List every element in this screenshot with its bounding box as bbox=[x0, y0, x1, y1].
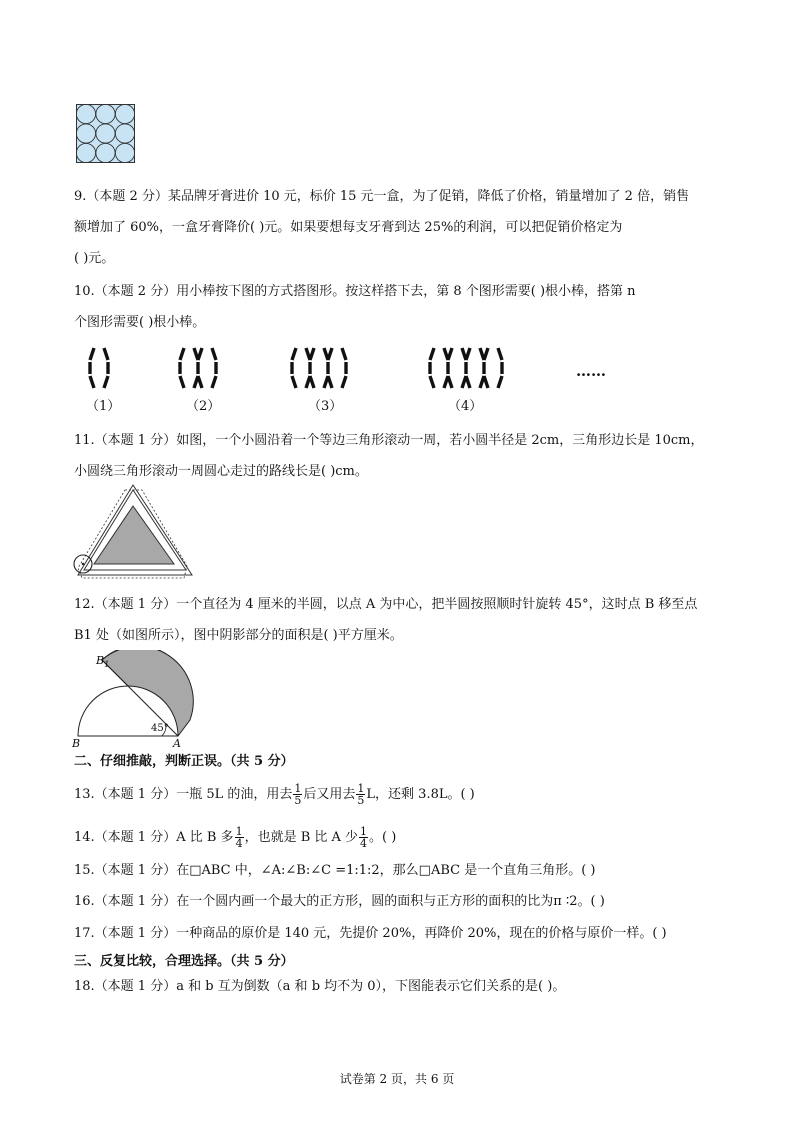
stick bbox=[430, 348, 434, 360]
stick bbox=[484, 348, 488, 360]
section-2-heading: 二、仔细推敲，判断正误。（共 5 分） bbox=[74, 754, 294, 769]
stick-figure-label-2: （2） bbox=[186, 399, 221, 414]
label-a: A bbox=[173, 737, 181, 750]
q12-line2: B1 处（如图所示），图中阴影部分的面积是( )平方厘米。 bbox=[74, 628, 403, 643]
label-45-degrees: 45° bbox=[151, 723, 169, 734]
page-footer: 试卷第 2 页，共 6 页 bbox=[339, 1072, 455, 1086]
stick-figure-label-3: （3） bbox=[308, 399, 343, 414]
circles-in-square-figure bbox=[76, 104, 136, 164]
stick-figure-label-1: （1） bbox=[86, 399, 121, 414]
stick-figure-ellipsis: …… bbox=[576, 362, 606, 380]
stick bbox=[448, 376, 452, 388]
q16-line: 16.（本题 1 分）在一个圆内画一个最大的正方形，圆的面积与正方形的面积的比为π ∶2。( ) bbox=[74, 894, 605, 909]
stick bbox=[498, 348, 502, 360]
stick bbox=[310, 376, 314, 388]
stick bbox=[180, 348, 184, 360]
stick bbox=[328, 348, 332, 360]
q13-fraction-1: $\frac{1}{5}$ bbox=[294, 782, 302, 807]
q13-line: 13.（本题 1 分）一瓶 5L 的油，用去 $\frac{1}{5}$ 后又用去 $\frac{1}{5}$ L，还剩 3.8L。( ) bbox=[74, 782, 475, 807]
stick bbox=[310, 348, 314, 360]
stick bbox=[90, 348, 94, 360]
stick bbox=[430, 376, 434, 388]
stick bbox=[466, 348, 470, 360]
stick bbox=[292, 376, 296, 388]
q14-line: 14.（本题 1 分）A 比 B 多 $\frac{1}{4}$ ，也就是 B 比 A 少 $\frac{1}{4}$ 。( ) bbox=[74, 825, 397, 850]
q9-line1: 9.（本题 2 分）某品牌牙膏进价 10 元，标价 15 元一盒，为了促销，降低了价格，销量增加了 2 倍，销售 bbox=[74, 189, 690, 204]
stick bbox=[104, 348, 108, 360]
rolling-circle-triangle-figure bbox=[70, 484, 200, 584]
stick bbox=[104, 376, 108, 388]
q11-line2: 小圆绕三角形滚动一周圆心走过的路线长是( )cm。 bbox=[74, 464, 368, 479]
stick-pattern-figure bbox=[80, 344, 620, 394]
label-b: B bbox=[72, 737, 81, 750]
q18-line: 18.（本题 1 分）a 和 b 互为倒数（a 和 b 均不为 0），下图能表示它们关系的是( )。 bbox=[74, 979, 566, 994]
label-b1: $B_1$ bbox=[96, 654, 110, 670]
q15-line: 15.（本题 1 分）在□ABC 中，∠A:∠B:∠C =1:1:2，那么□ABC 是一个直角三角形。( ) bbox=[74, 863, 596, 878]
stick bbox=[448, 348, 452, 360]
stick bbox=[466, 376, 470, 388]
stick bbox=[212, 348, 216, 360]
q14-fraction-1: $\frac{1}{4}$ bbox=[235, 825, 243, 850]
rotated-semicircle-figure bbox=[70, 650, 210, 750]
q17-line: 17.（本题 1 分）一种商品的原价是 140 元，先提价 20%，再降价 20%，现在的价格与原价一样。( ) bbox=[74, 926, 667, 941]
stick bbox=[198, 348, 202, 360]
stick bbox=[198, 376, 202, 388]
stick bbox=[292, 348, 296, 360]
stick-figure-label-4: （4） bbox=[448, 399, 483, 414]
q13-fraction-2: $\frac{1}{5}$ bbox=[357, 782, 365, 807]
stick bbox=[342, 376, 346, 388]
stick bbox=[498, 376, 502, 388]
stick bbox=[212, 376, 216, 388]
q14-fraction-2: $\frac{1}{4}$ bbox=[360, 825, 368, 850]
q12-line1: 12.（本题 1 分）一个直径为 4 厘米的半圆，以点 A 为中心，把半圆按照顺时针旋转 45°，这时点 B 移至点 bbox=[74, 597, 698, 612]
q10-line1: 10.（本题 2 分）用小棒按下图的方式搭图形。按这样搭下去，第 8 个图形需要( )根小棒，搭第 n bbox=[74, 284, 636, 299]
stick bbox=[180, 376, 184, 388]
q11-line1: 11.（本题 1 分）如图，一个小圆沿着一个等边三角形滚动一周，若小圆半径是 2cm，三角形边长是 10cm， bbox=[74, 433, 704, 448]
section-3-heading: 三、反复比较，合理选择。（共 5 分） bbox=[74, 954, 294, 969]
q9-line2: 额增加了 60%，一盒牙膏降价( )元。如果要想每支牙膏到达 25%的利润，可以把促销价格定为 bbox=[74, 220, 623, 235]
stick bbox=[484, 376, 488, 388]
stick bbox=[328, 376, 332, 388]
q10-line2: 个图形需要( )根小棒。 bbox=[74, 315, 206, 330]
stick bbox=[342, 348, 346, 360]
stick bbox=[90, 376, 94, 388]
q9-line3: ( )元。 bbox=[74, 251, 115, 266]
